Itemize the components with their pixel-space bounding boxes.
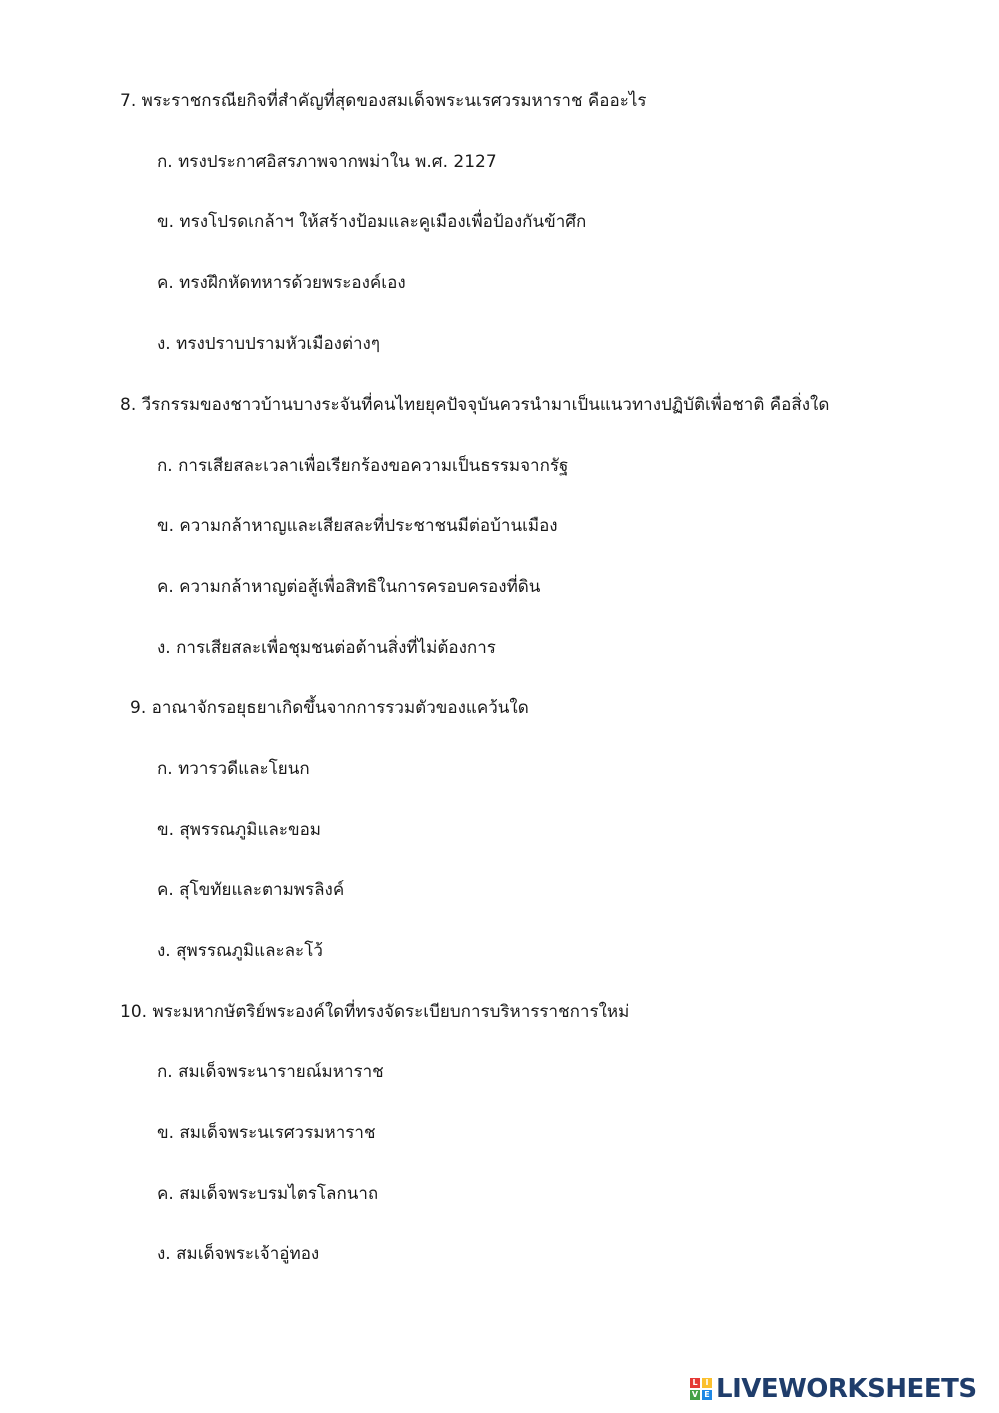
liveworksheets-logo [690,1372,977,1406]
logo-mark-l: L [690,1378,700,1388]
question-10-option-b: ข. สมเด็จพระนเรศวรมหาราช [157,1123,376,1143]
question-8-option-b: ข. ความกล้าหาญและเสียสละที่ประชาชนมีต่อบ้านเมือง [157,516,558,536]
logo-mark-v: V [691,1390,699,1399]
question-7: 7. พระราชกรณียกิจที่สำคัญที่สุดของสมเด็จพระนเรศวรมหาราช คืออะไร [120,91,647,111]
question-8-option-d: ง. การเสียสละเพื่อชุมชนต่อต้านสิ่งที่ไม่ต้องการ [157,638,496,658]
question-10-option-a: ก. สมเด็จพระนารายณ์มหาราช [157,1062,384,1082]
logo-text: LIVEWORKSHEETS [716,1374,977,1404]
question-9-option-b: ข. สุพรรณภูมิและขอม [157,820,321,840]
question-9-option-d: ง. สุพรรณภูมิและละโว้ [157,941,323,961]
logo-mark-e: E [702,1390,712,1400]
question-8-option-c: ค. ความกล้าหาญต่อสู้เพื่อสิทธิในการครอบครองที่ดิน [157,577,541,597]
question-10-option-c: ค. สมเด็จพระบรมไตรโลกนาถ [157,1184,379,1204]
logo-mark-icon [690,1378,712,1400]
question-8: 8. วีรกรรมของชาวบ้านบางระจันที่คนไทยยุคปัจจุบันควรนำมาเป็นแนวทางปฏิบัติเพื่อชาติ คือสิ่งใด [120,395,830,415]
question-8-option-a: ก. การเสียสละเวลาเพื่อเรียกร้องขอความเป็นธรรมจากรัฐ [157,456,569,476]
question-9: 9. อาณาจักรอยุธยาเกิดขึ้นจากการรวมตัวของแคว้นใด [130,698,529,718]
question-7-option-d: ง. ทรงปราบปรามหัวเมืองต่างๆ [157,334,380,354]
question-10: 10. พระมหากษัตริย์พระองค์ใดที่ทรงจัดระเบียบการบริหารราชการใหม่ [120,1002,630,1022]
question-7-option-a: ก. ทรงประกาศอิสรภาพจากพม่าใน พ.ศ. 2127 [157,152,497,172]
question-9-option-c: ค. สุโขทัยและตามพรลิงค์ [157,880,345,900]
question-10-option-d: ง. สมเด็จพระเจ้าอู่ทอง [157,1244,320,1264]
logo-mark-i: I [702,1378,712,1388]
question-9-option-a: ก. ทวารวดีและโยนก [157,759,310,779]
question-7-option-b: ข. ทรงโปรดเกล้าฯ ให้สร้างป้อมและคูเมืองเพื่อป้องกันข้าศึก [157,212,587,232]
question-7-option-c: ค. ทรงฝึกหัดทหารด้วยพระองค์เอง [157,273,406,293]
